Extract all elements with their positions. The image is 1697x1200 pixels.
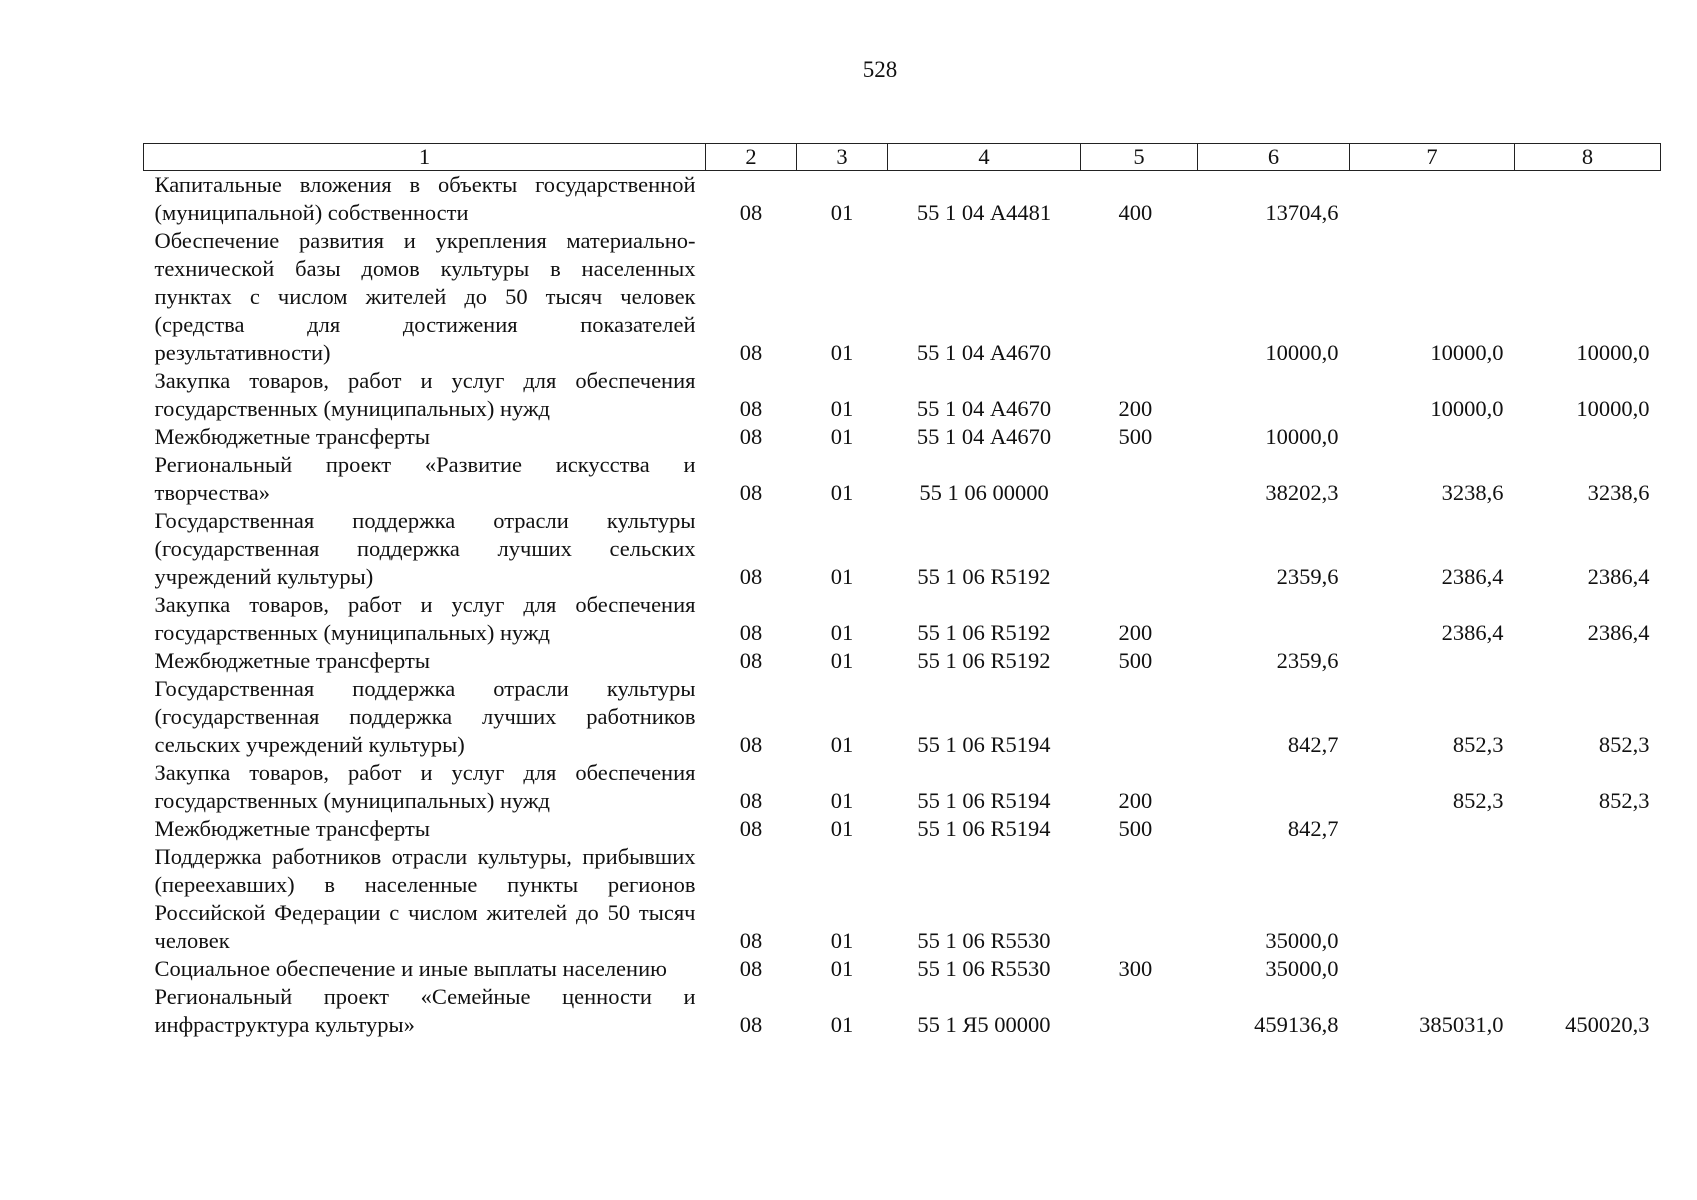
amount-col-7: 2386,4 — [1441, 564, 1504, 589]
target-article-code: 55 1 Я5 00000 — [917, 1012, 1051, 1037]
expense-type-code: 200 — [1118, 620, 1153, 645]
section-code: 08 — [739, 564, 763, 589]
section-code: 08 — [739, 732, 763, 757]
subsection-code: 01 — [830, 564, 854, 589]
row-description: Региональный проект «Семейные ценности и инфраструктура культуры» — [154, 984, 696, 1037]
amount-col-8: 450020,3 — [1565, 1012, 1650, 1037]
target-article-code: 55 1 06 R5194 — [917, 816, 1051, 841]
amount-col-8 — [1515, 171, 1661, 228]
table-row — [144, 507, 1661, 591]
section-code: 08 — [739, 480, 763, 505]
section-code: 08 — [739, 928, 763, 953]
amount-col-8: 2386,4 — [1587, 620, 1650, 645]
expense-type-code — [1081, 675, 1198, 759]
page-number: 528 — [862, 57, 898, 82]
amount-col-8 — [1515, 647, 1661, 675]
expense-type-code: 400 — [1118, 200, 1153, 225]
column-header: 1 — [144, 144, 706, 171]
target-article-code: 55 1 06 R5194 — [917, 732, 1051, 757]
table-row — [144, 423, 1661, 451]
row-description: Государственная поддержка отрасли культуры (государственная поддержка лучших работников сельских учреждений культуры) — [154, 676, 696, 757]
subsection-code: 01 — [830, 648, 854, 673]
target-article-code: 55 1 06 R5192 — [917, 564, 1051, 589]
amount-col-8: 3238,6 — [1587, 480, 1650, 505]
amount-col-6: 2359,6 — [1276, 648, 1339, 673]
amount-col-6: 10000,0 — [1265, 424, 1339, 449]
amount-col-6: 10000,0 — [1265, 340, 1339, 365]
subsection-code: 01 — [830, 396, 854, 421]
amount-col-8: 2386,4 — [1587, 564, 1650, 589]
target-article-code: 55 1 06 R5530 — [917, 928, 1051, 953]
section-code: 08 — [739, 340, 763, 365]
expense-type-code: 500 — [1118, 424, 1153, 449]
amount-col-6 — [1198, 591, 1350, 647]
table-body — [144, 171, 1661, 1040]
subsection-code: 01 — [830, 956, 854, 981]
subsection-code: 01 — [830, 620, 854, 645]
target-article-code: 55 1 06 R5530 — [917, 956, 1051, 981]
subsection-code: 01 — [830, 480, 854, 505]
column-number-header-row — [144, 144, 1661, 171]
amount-col-8: 10000,0 — [1576, 340, 1650, 365]
subsection-code: 01 — [830, 200, 854, 225]
subsection-code: 01 — [830, 424, 854, 449]
amount-col-7: 3238,6 — [1441, 480, 1504, 505]
table-row — [144, 759, 1661, 815]
column-header: 2 — [706, 144, 797, 171]
section-code: 08 — [739, 1012, 763, 1037]
amount-col-7 — [1350, 843, 1515, 955]
table-row — [144, 171, 1661, 228]
expense-type-code — [1081, 451, 1198, 507]
column-header: 7 — [1350, 144, 1515, 171]
row-description: Обеспечение развития и укрепления материально-технической базы домов культуры в населенных пунктах с числом жителей до 50 тысяч человек (средства для достижения показателей результативности) — [154, 228, 696, 365]
expense-type-code — [1081, 843, 1198, 955]
amount-col-6: 38202,3 — [1265, 480, 1339, 505]
amount-col-6: 2359,6 — [1276, 564, 1339, 589]
row-description: Социальное обеспечение и иные выплаты населению — [154, 956, 667, 981]
target-article-code: 55 1 06 00000 — [919, 480, 1049, 505]
column-header: 3 — [797, 144, 888, 171]
amount-col-7 — [1350, 815, 1515, 843]
amount-col-7 — [1350, 955, 1515, 983]
amount-col-7: 852,3 — [1452, 788, 1504, 813]
amount-col-8 — [1515, 423, 1661, 451]
target-article-code: 55 1 04 А4481 — [916, 200, 1052, 225]
amount-col-7 — [1350, 647, 1515, 675]
amount-col-7 — [1350, 423, 1515, 451]
amount-col-6: 13704,6 — [1265, 200, 1339, 225]
row-description: Закупка товаров, работ и услуг для обеспечения государственных (муниципальных) нужд — [154, 592, 696, 645]
column-header: 5 — [1081, 144, 1198, 171]
section-code: 08 — [739, 816, 763, 841]
section-code: 08 — [739, 788, 763, 813]
table-row — [144, 647, 1661, 675]
amount-col-6: 459136,8 — [1254, 1012, 1339, 1037]
row-description: Закупка товаров, работ и услуг для обеспечения государственных (муниципальных) нужд — [154, 760, 696, 813]
subsection-code: 01 — [830, 340, 854, 365]
amount-col-7: 10000,0 — [1430, 340, 1504, 365]
subsection-code: 01 — [830, 928, 854, 953]
amount-col-8: 852,3 — [1598, 788, 1650, 813]
amount-col-8 — [1515, 815, 1661, 843]
column-header: 4 — [888, 144, 1081, 171]
section-code: 08 — [739, 620, 763, 645]
row-description: Поддержка работников отрасли культуры, прибывших (переехавших) в населенные пункты регионов Российской Федерации с числом жителей до 50 тысяч человек — [154, 844, 696, 953]
amount-col-6 — [1198, 367, 1350, 423]
table-row — [144, 451, 1661, 507]
amount-col-7: 2386,4 — [1441, 620, 1504, 645]
amount-col-6 — [1198, 759, 1350, 815]
table-row — [144, 843, 1661, 955]
budget-table — [143, 143, 1661, 1039]
subsection-code: 01 — [830, 732, 854, 757]
row-description: Государственная поддержка отрасли культуры (государственная поддержка лучших сельских учреждений культуры) — [154, 508, 696, 589]
amount-col-7: 10000,0 — [1430, 396, 1504, 421]
target-article-code: 55 1 04 А4670 — [916, 396, 1052, 421]
row-description: Региональный проект «Развитие искусства и творчества» — [154, 452, 696, 505]
amount-col-8 — [1515, 955, 1661, 983]
amount-col-8: 10000,0 — [1576, 396, 1650, 421]
row-description: Закупка товаров, работ и услуг для обеспечения государственных (муниципальных) нужд — [154, 368, 696, 421]
expense-type-code: 500 — [1118, 648, 1153, 673]
table-row — [144, 983, 1661, 1039]
expense-type-code: 500 — [1118, 816, 1153, 841]
table-row — [144, 675, 1661, 759]
amount-col-7: 852,3 — [1452, 732, 1504, 757]
amount-col-7 — [1350, 171, 1515, 228]
amount-col-7: 385031,0 — [1419, 1012, 1504, 1037]
expense-type-code: 300 — [1118, 956, 1153, 981]
section-code: 08 — [739, 396, 763, 421]
amount-col-6: 35000,0 — [1265, 928, 1339, 953]
table-row — [144, 227, 1661, 367]
section-code: 08 — [739, 956, 763, 981]
row-description: Капитальные вложения в объекты государственной (муниципальной) собственности — [154, 172, 696, 225]
target-article-code: 55 1 06 R5192 — [917, 620, 1051, 645]
expense-type-code — [1081, 507, 1198, 591]
amount-col-8 — [1515, 843, 1661, 955]
target-article-code: 55 1 06 R5194 — [917, 788, 1051, 813]
section-code: 08 — [739, 424, 763, 449]
table-row — [144, 591, 1661, 647]
amount-col-8: 852,3 — [1598, 732, 1650, 757]
amount-col-6: 35000,0 — [1265, 956, 1339, 981]
expense-type-code — [1081, 227, 1198, 367]
expense-type-code: 200 — [1118, 788, 1153, 813]
amount-col-6: 842,7 — [1287, 816, 1339, 841]
column-header: 6 — [1198, 144, 1350, 171]
table-row — [144, 367, 1661, 423]
subsection-code: 01 — [830, 788, 854, 813]
expense-type-code: 200 — [1118, 396, 1153, 421]
subsection-code: 01 — [830, 1012, 854, 1037]
subsection-code: 01 — [830, 816, 854, 841]
expense-type-code — [1081, 983, 1198, 1039]
row-description: Межбюджетные трансферты — [154, 816, 430, 841]
section-code: 08 — [739, 648, 763, 673]
row-description: Межбюджетные трансферты — [154, 648, 430, 673]
section-code: 08 — [739, 200, 763, 225]
table-row — [144, 815, 1661, 843]
row-description: Межбюджетные трансферты — [154, 424, 430, 449]
column-header: 8 — [1515, 144, 1661, 171]
target-article-code: 55 1 04 А4670 — [916, 340, 1052, 365]
target-article-code: 55 1 06 R5192 — [917, 648, 1051, 673]
table-row — [144, 955, 1661, 983]
target-article-code: 55 1 04 А4670 — [916, 424, 1052, 449]
amount-col-6: 842,7 — [1287, 732, 1339, 757]
